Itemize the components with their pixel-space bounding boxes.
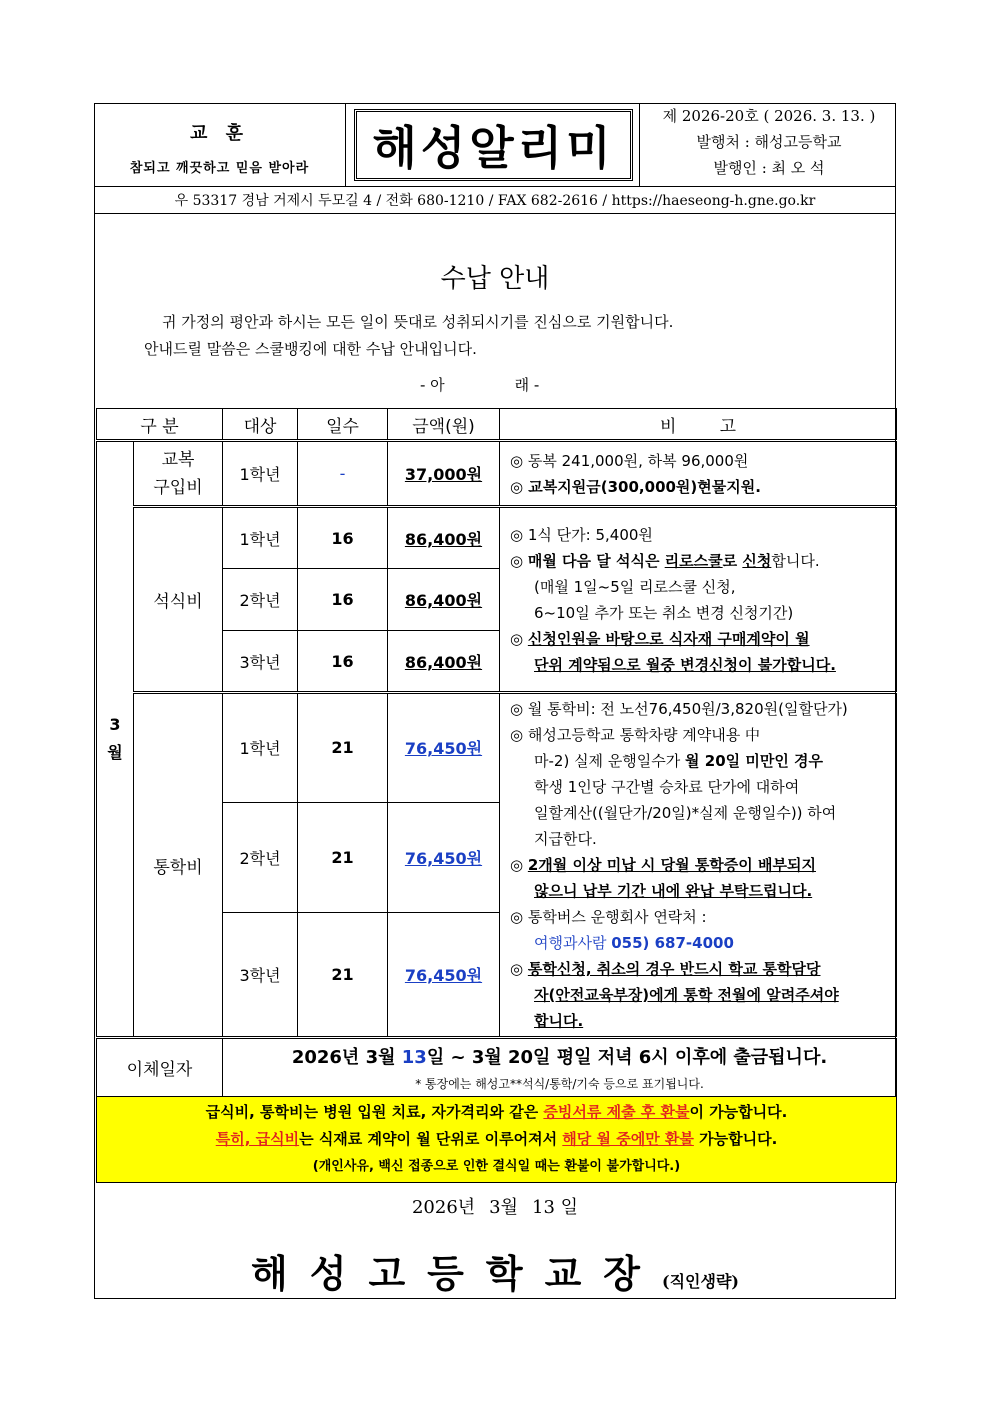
issue-number: 제 2026-20호 ( 2026. 3. 13. ) [662, 107, 876, 125]
meal-amount: 86,400원 [388, 631, 500, 693]
uniform-notes: ◎ 동복 241,000원, 하복 96,000원 ◎ 교복지원금(300,000원)현물지원. [500, 441, 897, 507]
motto-title: 교 훈 [189, 123, 250, 144]
meal-amount: 86,400원 [388, 569, 500, 631]
bus-days: 21 [298, 693, 388, 803]
meal-target: 3학년 [223, 631, 298, 693]
meal-target: 1학년 [223, 507, 298, 569]
issue-date: 2026년 3월 13 일 [411, 1197, 579, 1218]
motto-text: 참되고 깨끗하고 믿음 받아라 [129, 161, 310, 176]
uniform-target: 1학년 [223, 441, 298, 507]
payment-table [96, 408, 897, 1183]
ar-divider: - 아 래 - [420, 376, 540, 394]
header-amount: 금액(원) [388, 409, 500, 441]
uniform-days: - [298, 441, 388, 507]
bus-target: 1학년 [223, 693, 298, 803]
meal-notes: ◎ 1식 단가: 5,400원 ◎ 매월 다음 달 석식은 리로스쿨로 신청합니다. (매월 1일~5일 리로스쿨 신청, 6~10일 추가 또는 취소 변경 신청기간) ◎ 신청인원을 바탕으로 식자재 구매계약이 월 단위 계약됨으로 월중 변경신청이 불가합니다. [500, 507, 897, 693]
table-header [97, 409, 897, 441]
uniform-amount: 37,000원 [388, 441, 500, 507]
month-cell: 3 월 [97, 441, 134, 1038]
bus-days: 21 [298, 912, 388, 1037]
meal-days: 16 [298, 569, 388, 631]
refund-notice: 급식비, 통학비는 병원 입원 치료, 자가격리와 같은 증빙서류 제출 후 환불이 가능합니다. 특히, 급식비는 식재료 계약이 월 단위로 이루어져서 해당 월 중에만 환불 가능합니다. (개인사유, 백신 접종으로 인한 결식일 때는 환불이 불가합니다.) [97, 1097, 897, 1183]
bus-days: 21 [298, 802, 388, 912]
transfer-label: 이체일자 [97, 1038, 223, 1097]
address-line: 우 53317 경남 거제시 두모길 4 / 전화 680-1210 / FAX 682-2616 / https://haeseong-h.gne.go.kr [94, 188, 896, 214]
bus-label: 통학비 [134, 693, 223, 1038]
bus-amount: 76,450원 [388, 912, 500, 1037]
greeting-line-1: 귀 가정의 평안과 하시는 모든 일이 뜻대로 성취되시기를 진심으로 기원합니다. [162, 313, 674, 331]
uniform-label: 교복 구입비 [134, 441, 223, 507]
table-row [97, 507, 897, 569]
header [94, 103, 896, 187]
bus-target: 3학년 [223, 912, 298, 1037]
meal-days: 16 [298, 631, 388, 693]
brand-title: 해성알리미 [354, 109, 633, 181]
table-row [97, 693, 897, 803]
table-row [97, 441, 897, 507]
header-target: 대상 [223, 409, 298, 441]
publisher: 발행처 : 해성고등학교 [696, 133, 842, 151]
meal-days: 16 [298, 507, 388, 569]
header-category: 구 분 [97, 409, 223, 441]
newsletter-brand [348, 103, 640, 187]
page-title: 수납 안내 [440, 264, 550, 294]
table-row [97, 1097, 897, 1183]
publication-info [642, 103, 896, 187]
header-days: 일수 [298, 409, 388, 441]
transfer-schedule: 2026년 3월 13일 ~ 3월 20일 평일 저녁 6시 이후에 출금됩니다. * 통장에는 해성고**석식/통학/기숙 등으로 표기됩니다. [223, 1038, 897, 1097]
meal-label: 석식비 [134, 507, 223, 693]
meal-amount: 86,400원 [388, 507, 500, 569]
principal-signature: 해성고등학교장(직인생략) [251, 1251, 739, 1296]
table-row [97, 1038, 897, 1097]
bus-target: 2학년 [223, 802, 298, 912]
header-remarks: 비 고 [500, 409, 897, 441]
transfer-note: * 통장에는 해성고**석식/통학/기숙 등으로 표기됩니다. [415, 1077, 704, 1091]
issuer: 발행인 : 최 오 석 [713, 159, 825, 177]
greeting-line-2: 안내드릴 말씀은 스쿨뱅킹에 대한 수납 안내입니다. [144, 340, 477, 358]
meal-target: 2학년 [223, 569, 298, 631]
bus-amount: 76,450원 [388, 693, 500, 803]
school-motto [94, 103, 346, 187]
bus-amount: 76,450원 [388, 802, 500, 912]
bus-notes: ◎ 월 통학비: 전 노선76,450원/3,820원(일할단가) ◎ 해성고등학교 통학차량 계약내용 中 마-2) 실제 운행일수가 월 20일 미만인 경우 학생 1인당 구간별 승차료 단가에 대하여 일할계산((월단가/20일)*실제 운행일수)) 하여 지급한다. ◎ 2개월 이상 미납 시 당월 통학증이 배부되지 않으니 납부 기간 내에 완납 부탁드립니다. ◎ 통학버스 운행회사 연락처 : 여행과사람 055) 687-4000 ◎ 통학신청, 취소의 경우 반드시 학교 통학담당 자(안전교육부장)에게 통학 전월에 알려주셔야 합니다. [500, 693, 897, 1038]
